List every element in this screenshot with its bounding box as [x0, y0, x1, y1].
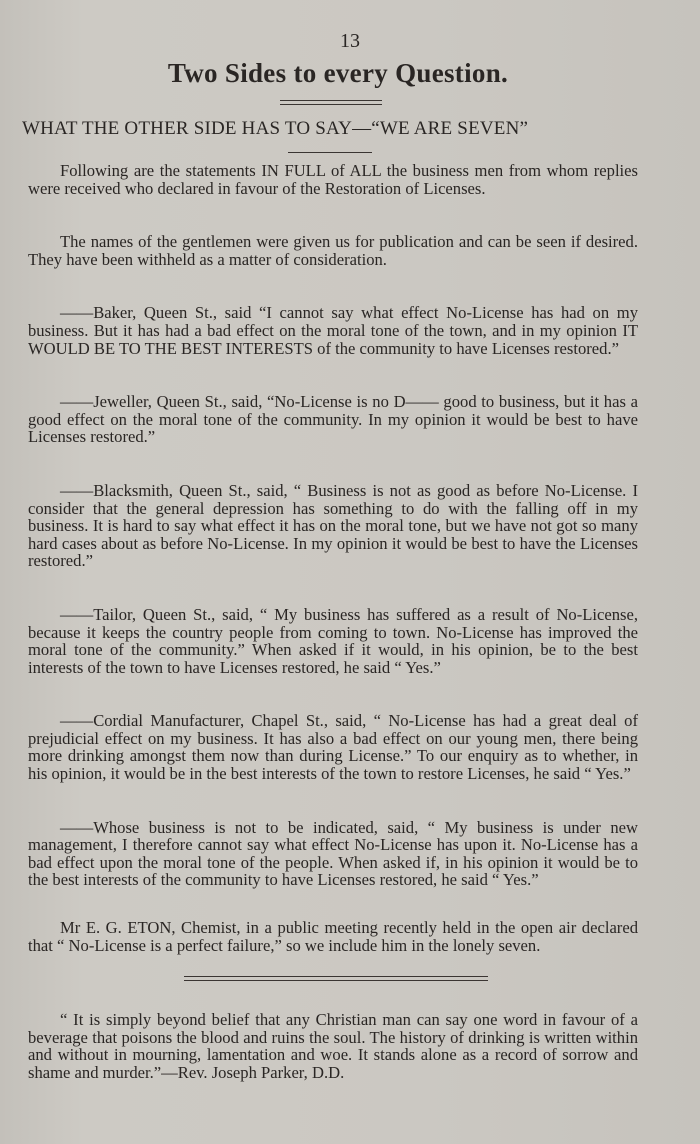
page-title: Two Sides to every Question. — [167, 58, 509, 88]
article-body — [28, 162, 638, 1082]
intro-paragraph: Following are the statements IN FULL of ALL the business men from whom replies were received who declared in favour of the Restoration of Licenses. — [28, 161, 638, 198]
closing-quote: “ It is simply beyond belief that any Christian man can say one word in favour of a beverage that poisons the blood and ruins the soul. The history of drinking is written within and without in mourning, lamentation and woe. It stands alone as a record of sorrow and shame and murder.”—Rev. Joseph Parker, D.D. — [28, 1010, 638, 1082]
statement-cordial-manufacturer: ——Cordial Manufacturer, Chapel St., said, “ No-License has had a great deal of prejudicial effect on my business. It has also a bad effect on our young men, there being more drinking amongst them now than during License.” To our enquiry as to whether, in his opinion, it would be in the best interests of the town to restore Licenses, he said “ Yes.” — [28, 711, 638, 784]
page-number: 13 — [340, 30, 360, 52]
closing-divider — [184, 976, 488, 981]
statement-blacksmith: ——Blacksmith, Queen St., said, “ Business is not as good as before No-License. I consider that the general depression has something to do with the falling off in my business. It is hard to say what effect it has on the moral tone, but we have not got so many hard cases about as before No-License. In my opinion it would be best to have the Licenses restored.” — [28, 480, 638, 571]
section-heading: WHAT THE OTHER SIDE HAS TO SAY—“WE ARE SEVEN” — [22, 118, 529, 139]
statement-baker: ——Baker, Queen St., said “I cannot say what effect No-License has had on my business. But it has had a bad effect on the moral tone of the town, and in my opinion IT WOULD BE TO THE BEST INTERESTS of the community to have Licenses restored.” — [28, 303, 638, 358]
statement-tailor: ——Tailor, Queen St., said, “ My business has suffered as a result of No-License, because it keeps the country people from coming to town. No-License has improved the moral tone of the community.” When asked if it would, in his opinion, be to the best interests of the town to have Licenses restored, he said “ Yes.” — [28, 604, 638, 677]
names-paragraph: The names of the gentlemen were given us for publication and can be seen if desired. They have been withheld as a matter of consideration. — [28, 232, 638, 269]
title-divider — [280, 100, 382, 105]
heading-divider — [288, 152, 372, 153]
statement-jeweller: ——Jeweller, Queen St., said, “No-License is no D—— good to business, but it has a good effect on the moral tone of the community. In my opinion it would be best to have Licenses restored.” — [28, 392, 638, 447]
statement-chemist: Mr E. G. ETON, Chemist, in a public meeting recently held in the open air declared that “ No-License is a perfect failure,” so we include him in the lonely seven. — [28, 918, 638, 955]
statement-anonymous: ——Whose business is not to be indicated, said, “ My business is under new management, I therefore cannot say what effect No-License has upon it. No-License has a bad effect upon the moral tone of the people. When asked if, in his opinion it would be to the best interests of the community to have Licenses restored, he said “ Yes.” — [28, 817, 638, 890]
